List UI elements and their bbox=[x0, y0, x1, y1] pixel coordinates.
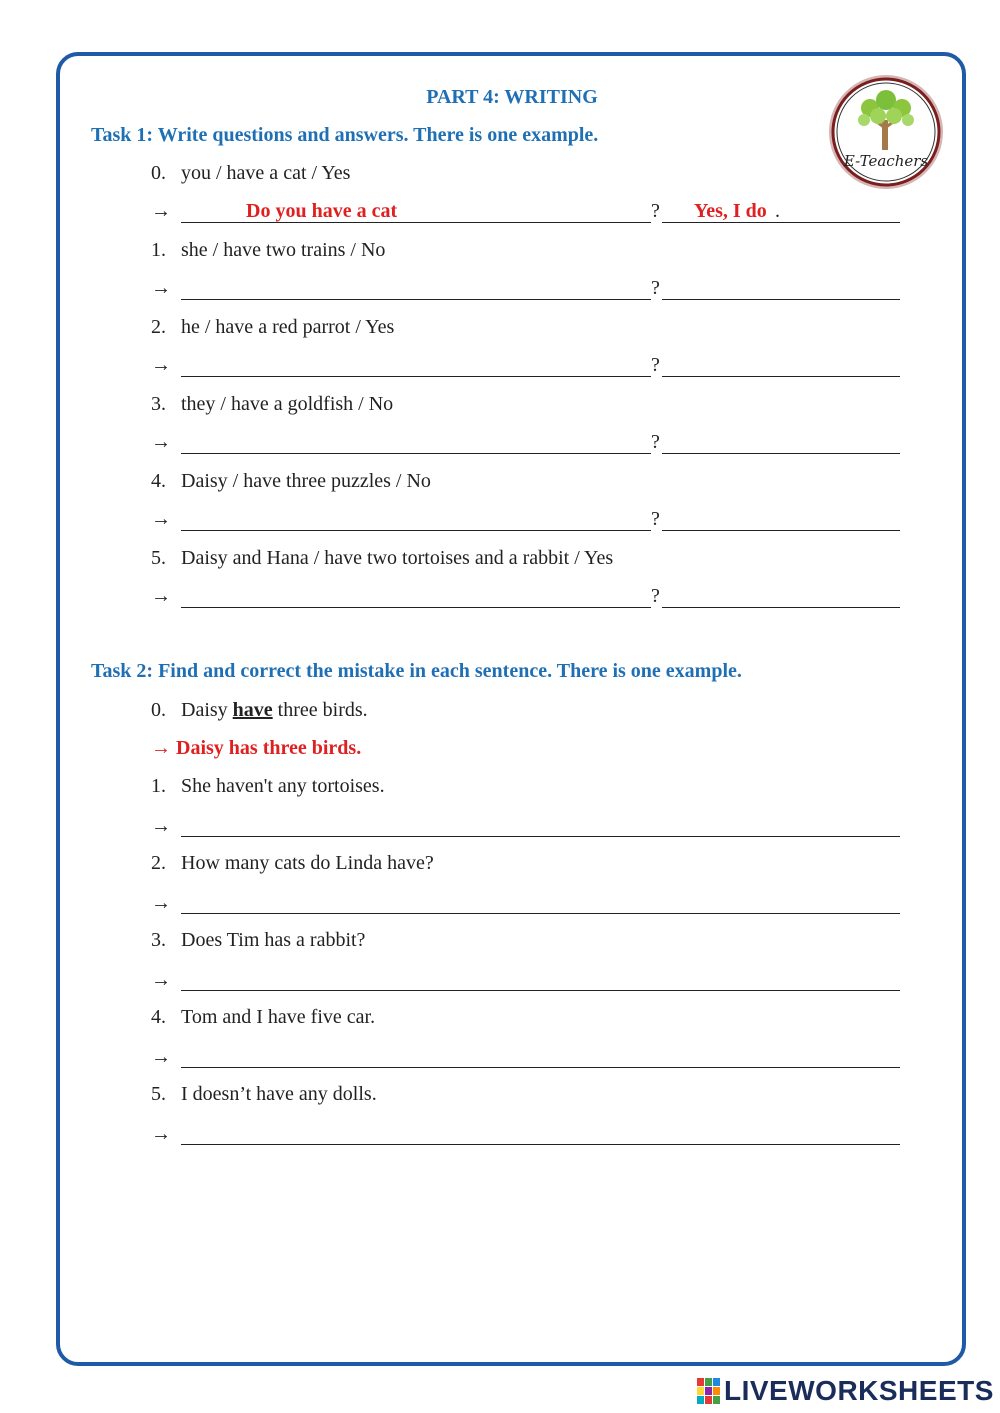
arrow-icon: → bbox=[151, 431, 171, 453]
task2-heading: Task 2: Find and correct the mistake in each sentence. There is one example. bbox=[91, 660, 742, 682]
question-mark: ? bbox=[651, 200, 660, 222]
arrow-icon: → bbox=[151, 1123, 171, 1145]
task2-item-1-prompt: 1. She haven't any tortoises. bbox=[151, 775, 385, 797]
arrow-icon: → bbox=[151, 1046, 171, 1068]
question-mark: ? bbox=[651, 354, 660, 376]
task1-item-1-question-field[interactable] bbox=[181, 299, 651, 300]
task2-item-5-prompt: 5. I doesn’t have any dolls. bbox=[151, 1083, 377, 1105]
task1-item-3-question-field[interactable] bbox=[181, 453, 651, 454]
task2-item-3-prompt: 3. Does Tim has a rabbit? bbox=[151, 929, 366, 951]
task2-item-2-prompt: 2. How many cats do Linda have? bbox=[151, 852, 434, 874]
mistake-word: have bbox=[232, 699, 273, 721]
task1-example-prompt: 0. you / have a cat / Yes bbox=[151, 162, 351, 184]
task1-item-2-question-field[interactable] bbox=[181, 376, 651, 377]
task1-item-5-prompt: 5. Daisy and Hana / have two tortoises and a rabbit / Yes bbox=[151, 547, 614, 569]
task1-item-4-answer-field[interactable] bbox=[662, 530, 900, 531]
task1-item-5-question-field[interactable] bbox=[181, 607, 651, 608]
question-mark: ? bbox=[651, 585, 660, 607]
task1-example-question: Do you have a cat bbox=[246, 200, 398, 222]
arrow-icon: → bbox=[151, 585, 171, 607]
liveworksheets-brand: LIVEWORKSHEETS bbox=[696, 1374, 994, 1408]
task2-item-4-answer-field[interactable] bbox=[181, 1067, 900, 1068]
task1-heading: Task 1: Write questions and answers. There is one example. bbox=[91, 124, 599, 146]
question-mark: ? bbox=[651, 431, 660, 453]
liveworksheets-logo-icon bbox=[696, 1377, 722, 1405]
arrow-icon: → bbox=[151, 815, 171, 837]
arrow-icon: → bbox=[151, 277, 171, 299]
task2-item-3-answer-field[interactable] bbox=[181, 990, 900, 991]
period: . bbox=[775, 200, 780, 222]
arrow-icon: → bbox=[151, 508, 171, 530]
page-title: PART 4: WRITING bbox=[426, 86, 598, 108]
task2-item-5-answer-field[interactable] bbox=[181, 1144, 900, 1145]
task1-item-5-answer-field[interactable] bbox=[662, 607, 900, 608]
e-teachers-logo bbox=[826, 72, 946, 192]
arrow-icon: → bbox=[151, 969, 171, 991]
task1-item-2-answer-field[interactable] bbox=[662, 376, 900, 377]
arrow-icon: → bbox=[151, 200, 171, 222]
task1-item-1-answer-field[interactable] bbox=[662, 299, 900, 300]
task2-item-4-prompt: 4. Tom and I have five car. bbox=[151, 1006, 376, 1028]
task1-item-4-question-field[interactable] bbox=[181, 530, 651, 531]
task1-item-3-prompt: 3. they / have a goldfish / No bbox=[151, 393, 394, 415]
arrow-icon: → bbox=[151, 354, 171, 376]
question-mark: ? bbox=[651, 277, 660, 299]
task1-item-2-prompt: 2. he / have a red parrot / Yes bbox=[151, 316, 395, 338]
task1-item-4-prompt: 4. Daisy / have three puzzles / No bbox=[151, 470, 431, 492]
task2-item-2-answer-field[interactable] bbox=[181, 913, 900, 914]
arrow-icon: → bbox=[151, 892, 171, 914]
task2-item-1-answer-field[interactable] bbox=[181, 836, 900, 837]
svg-text:E-Teachers: E-Teachers bbox=[843, 152, 929, 170]
question-mark: ? bbox=[651, 508, 660, 530]
task1-item-1-prompt: 1. she / have two trains / No bbox=[151, 239, 386, 261]
task1-example-answer: Yes, I do bbox=[694, 200, 767, 222]
task1-item-3-answer-field[interactable] bbox=[662, 453, 900, 454]
task2-example-correction: → Daisy has three birds. bbox=[151, 737, 362, 759]
task2-example-prompt: 0. Daisy have three birds. bbox=[151, 699, 368, 721]
